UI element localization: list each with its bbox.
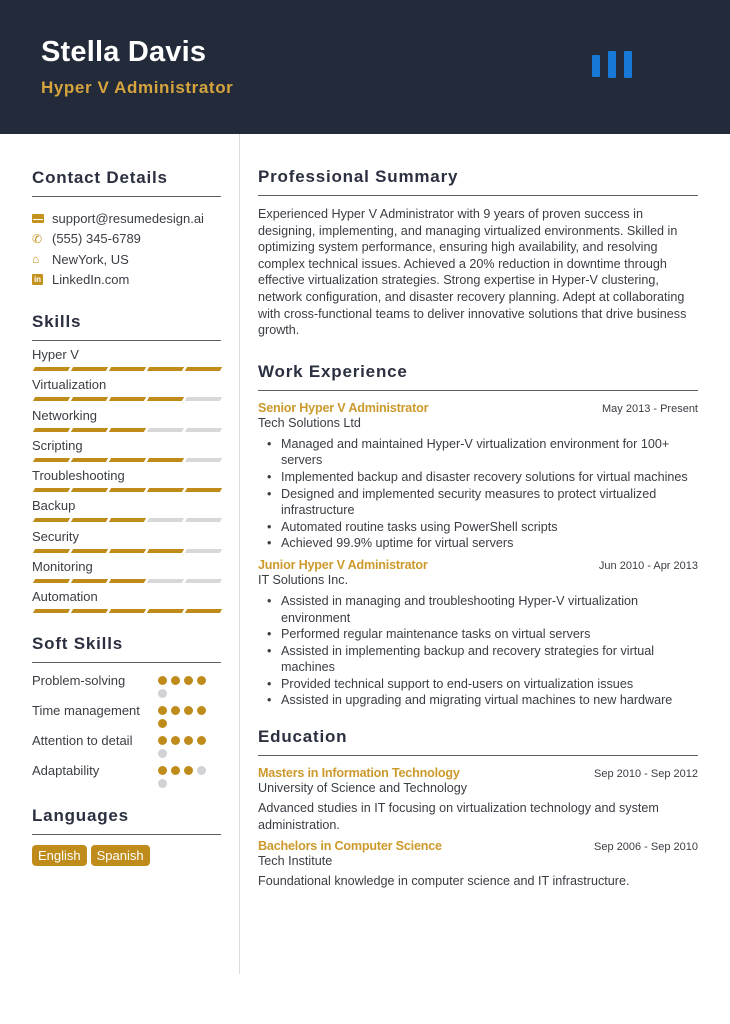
section-title: Work Experience — [258, 362, 698, 391]
skill-item — [32, 529, 221, 559]
contact-location-text: NewYork, US — [52, 251, 129, 267]
section-title: Contact Details — [32, 168, 221, 197]
candidate-name: Stella Davis — [41, 36, 207, 68]
skill-item — [32, 347, 221, 377]
soft-skill-rating-dots — [158, 763, 210, 788]
skill-item — [32, 498, 221, 528]
job-company: Tech Solutions Ltd — [258, 415, 361, 430]
language-badge: English — [32, 845, 87, 866]
section-title: Soft Skills — [32, 634, 221, 663]
bars-logo-icon — [592, 51, 636, 79]
skill-item — [32, 377, 221, 407]
soft-skill-item — [32, 703, 221, 728]
skill-level-bar — [32, 518, 221, 522]
contact-linkedin[interactable] — [32, 270, 221, 291]
skill-level-bar — [32, 428, 221, 432]
education-date: Sep 2006 - Sep 2010 — [594, 841, 698, 854]
soft-skill-item — [32, 673, 221, 698]
education-section — [258, 727, 698, 890]
summary-text: Experienced Hyper V Administrator with 9 years of proven success in designing, implementing, and managing virtualized environments. Skilled in optimizing system performance, ensuring high availability, and resolving complex technical issues. Achieved a 20% reduction in downtime through effective virtualization strategies. Strong expertise in Hyper-V clustering, network configuration, and disaster recovery planning. Adept at collaborating with cross-functional teams to deliver innovative solutions that drive business growth. — [258, 207, 687, 338]
degree-title: Bachelors in Computer Science — [258, 839, 442, 854]
school-name: University of Science and Technology — [258, 781, 468, 796]
job-title: Senior Hyper V Administrator — [258, 400, 429, 415]
column-divider — [239, 134, 240, 974]
job-bullet: • Assisted in upgrading and migrating virtual machines to new hardware — [267, 692, 698, 709]
contact-phone[interactable] — [32, 229, 221, 250]
soft-skill-rating-dots — [158, 673, 210, 698]
summary-section — [258, 167, 698, 339]
skill-label: Backup — [32, 498, 76, 514]
contact-linkedin-text[interactable]: LinkedIn.com — [52, 272, 130, 288]
soft-skill-label: Adaptability — [32, 762, 100, 778]
job-entry — [258, 558, 698, 709]
candidate-role: Hyper V Administrator — [41, 78, 234, 97]
skill-label: Security — [32, 528, 79, 544]
skill-label: Monitoring — [32, 559, 93, 575]
skill-level-bar — [32, 488, 221, 492]
resume-header — [0, 0, 730, 134]
skill-label: Troubleshooting — [32, 468, 125, 484]
skill-level-bar — [32, 609, 221, 613]
job-bullet: • Designed and implemented security measures to protect virtualized infrastructure — [267, 486, 698, 519]
job-date: May 2013 - Present — [602, 402, 698, 415]
skill-level-bar — [32, 549, 221, 553]
soft-skill-item — [32, 763, 221, 788]
education-description: Advanced studies in IT focusing on virtualization technology and system administration. — [258, 801, 659, 832]
contact-location — [32, 249, 221, 270]
job-bullet: • Managed and maintained Hyper-V virtualization environment for 100+ servers — [267, 436, 698, 469]
skill-label: Virtualization — [32, 377, 107, 393]
skill-level-bar — [32, 367, 221, 371]
work-section — [258, 362, 698, 709]
contact-email-text[interactable]: support@resumedesign.ai — [52, 210, 204, 226]
linkedin-icon: in — [33, 275, 42, 285]
skill-item — [32, 438, 221, 468]
phone-icon: ✆ — [32, 231, 43, 246]
main-content — [258, 134, 698, 896]
job-bullet: • Performed regular maintenance tasks on virtual servers — [267, 626, 698, 643]
education-description: Foundational knowledge in computer science and IT infrastructure. — [258, 874, 630, 889]
degree-title: Masters in Information Technology — [258, 766, 460, 781]
education-entry — [258, 839, 698, 890]
contact-section — [32, 168, 221, 290]
section-title: Education — [258, 727, 698, 756]
envelope-icon — [32, 214, 52, 223]
job-bullet: • Automated routine tasks using PowerShell scripts — [267, 519, 698, 536]
education-date: Sep 2010 - Sep 2012 — [594, 768, 698, 781]
soft-skill-rating-dots — [158, 733, 210, 758]
skill-item — [32, 559, 221, 589]
education-entry — [258, 766, 698, 833]
job-entry — [258, 401, 698, 552]
section-title: Languages — [32, 806, 221, 835]
skill-item — [32, 408, 221, 438]
sidebar — [32, 134, 221, 866]
soft-skill-item — [32, 733, 221, 758]
soft-skill-label: Attention to detail — [32, 732, 133, 748]
home-icon: ⌂ — [32, 252, 40, 267]
job-title: Junior Hyper V Administrator — [258, 557, 428, 572]
soft-skill-label: Problem-solving — [32, 672, 126, 688]
job-bullet: • Assisted in managing and troubleshooting Hyper-V virtualization environment — [267, 593, 698, 626]
skill-label: Automation — [32, 589, 98, 605]
job-date: Jun 2010 - Apr 2013 — [598, 559, 698, 572]
soft-skill-rating-dots — [158, 703, 210, 728]
contact-email[interactable] — [32, 208, 221, 229]
job-company: IT Solutions Inc. — [258, 572, 349, 587]
skill-level-bar — [32, 458, 221, 462]
contact-phone-text[interactable]: (555) 345-6789 — [52, 231, 141, 247]
language-badge: Spanish — [91, 845, 150, 866]
skill-level-bar — [32, 397, 221, 401]
skill-label: Hyper V — [32, 347, 79, 362]
skills-section — [32, 312, 221, 620]
skill-item — [32, 589, 221, 619]
soft-skills-section — [32, 634, 221, 788]
job-bullet: • Achieved 99.9% uptime for virtual servers — [267, 535, 698, 552]
job-bullet: • Provided technical support to end-users on virtualization issues — [267, 676, 698, 693]
skill-label: Networking — [32, 407, 98, 423]
job-bullet: • Assisted in implementing backup and recovery strategies for virtual machines — [267, 643, 698, 676]
section-title: Skills — [32, 312, 221, 341]
job-bullet: • Implemented backup and disaster recovery solutions for virtual machines — [267, 469, 698, 486]
school-name: Tech Institute — [258, 854, 333, 869]
skill-level-bar — [32, 579, 221, 583]
languages-section — [32, 806, 221, 866]
soft-skill-label: Time management — [32, 702, 140, 718]
section-title: Professional Summary — [258, 167, 698, 196]
skill-item — [32, 468, 221, 498]
skill-label: Scripting — [32, 437, 83, 453]
